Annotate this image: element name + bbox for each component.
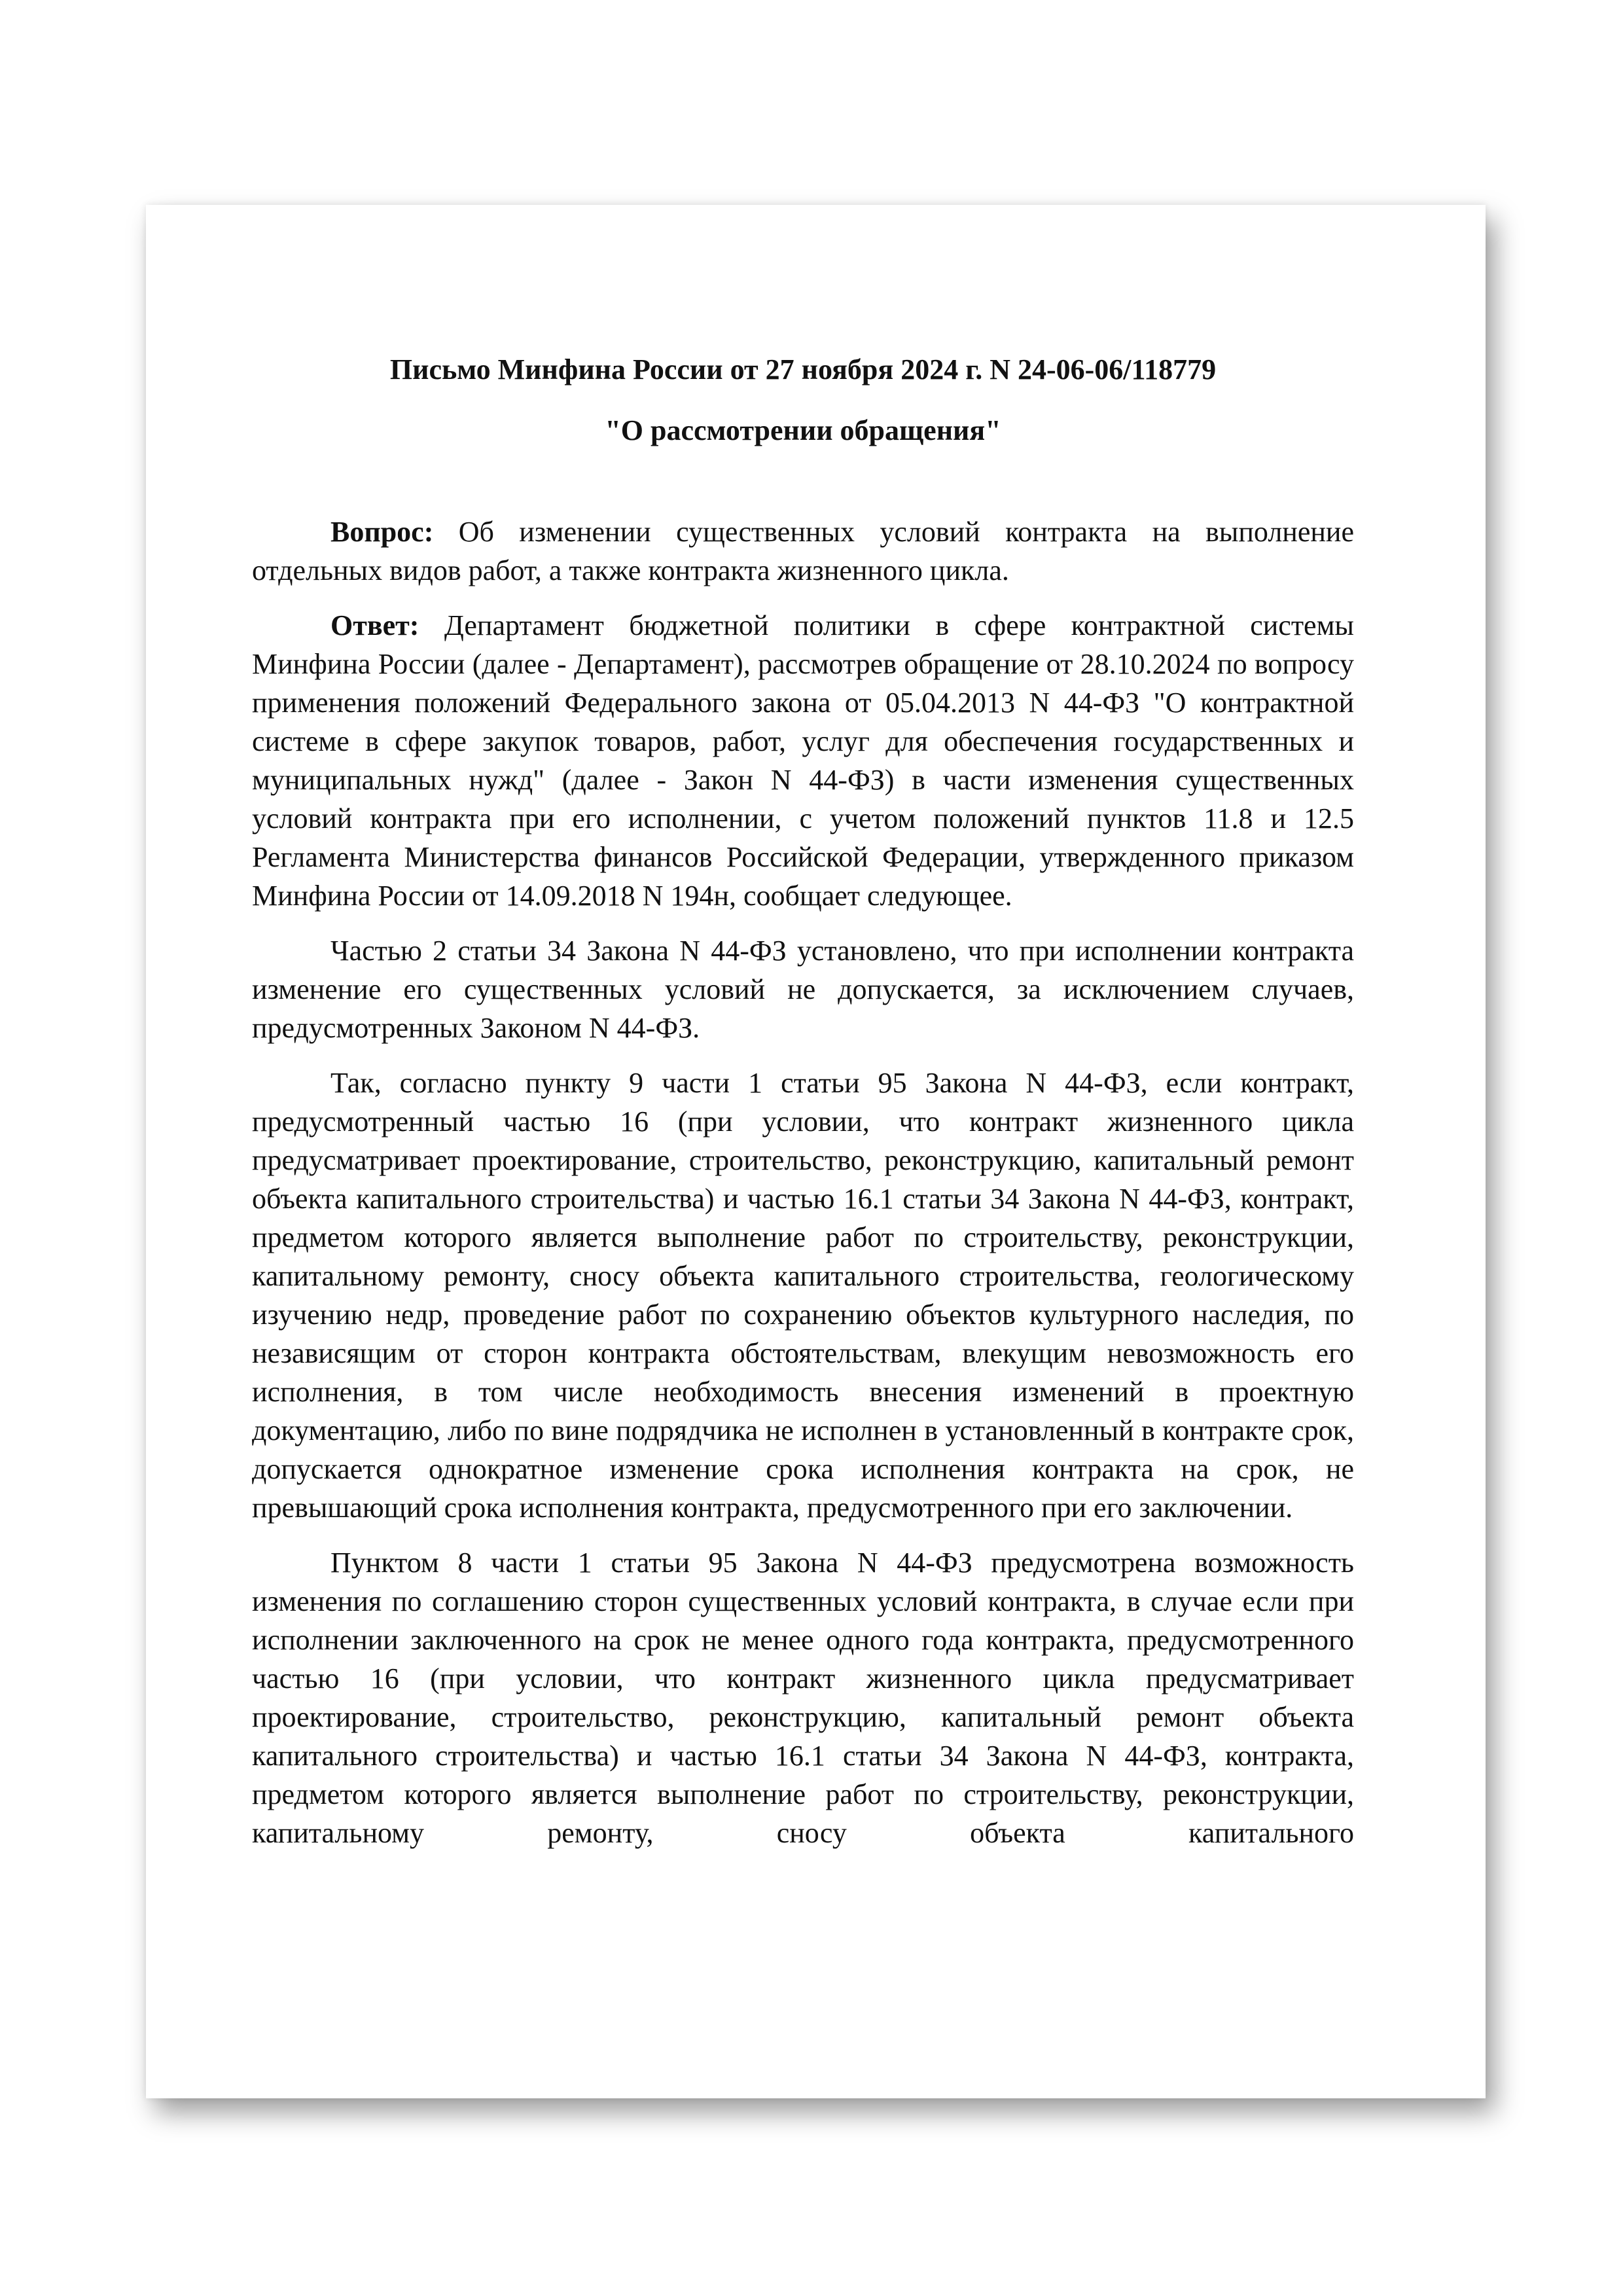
document-page [146,205,1486,2098]
document-subtitle: "О рассмотрении обращения" [605,414,1001,446]
body-paragraph: Пунктом 8 части 1 статьи 95 Закона N 44-ФЗ предусмотрена возможность изменения по соглашению сторон существенных условий контракта, в случае если при исполнении заключенного на срок не менее одного года контракта, предусмотренного частью 16 (при условии, что контракт жизненного цикла предусматривает проектирование, строительство, реконструкцию, капитальный ремонт объекта капитального строительства) и частью 16.1 статьи 34 Закона N 44-ФЗ, контракта, предметом которого является выполнение работ по строительству, реконструкции, капитальному ремонту, сносу объекта капитального [252,1547,1354,1849]
question-text: Об изменении существенных условий контракта на выполнение отдельных видов работ, а также контракта жизненного цикла. [252,516,1354,586]
body-paragraph: Частью 2 статьи 34 Закона N 44-ФЗ установлено, что при исполнении контракта изменение его существенных условий не допускается, за исключением случаев, предусмотренных Законом N 44-ФЗ. [252,935,1354,1044]
question-paragraph [252,512,1354,590]
body-paragraph: Так, согласно пункту 9 части 1 статьи 95 Закона N 44-ФЗ, если контракт, предусмотренный частью 16 (при условии, что контракт жизненного цикла предусматривает проектирование, строительство, реконструкцию, капитальный ремонт объекта капитального строительства) и частью 16.1 статьи 34 Закона N 44-ФЗ, контракт, предметом которого является выполнение работ по строительству, реконструкции, капитальному ремонту, сносу объекта капитального строительства, геологическому изучению недр, проведение работ по сохранению объектов культурного наследия, по независящим от сторон контракта обстоятельствам, влекущим невозможность его исполнения, в том числе необходимость внесения изменений в проектную документацию, либо по вине подрядчика не исполнен в установленный в контракте срок, допускается однократное изменение срока исполнения контракта на срок, не превышающий срока исполнения контракта, предусмотренного при его заключении. [252,1067,1355,1524]
document-body [252,350,1354,1852]
question-label: Вопрос: [330,516,434,548]
answer-paragraph [252,606,1354,915]
document-title: Письмо Минфина России от 27 ноября 2024 г. N 24-06-06/118779 [389,353,1217,386]
answer-text: Департамент бюджетной политики в сфере контрактной системы Минфина России (далее - Департамент), рассмотрев обращение от 28.10.2024 по вопросу применения положений Федерального закона от 05.04.2013 N 44-ФЗ "О контрактной системе в сфере закупок товаров, работ, услуг для обеспечения государственных и муниципальных нужд" (далее - Закон N 44-ФЗ) в части изменения существенных условий контракта при его исполнении, с учетом положений пунктов 11.8 и 12.5 Регламента Министерства финансов Российской Федерации, утвержденного приказом Минфина России от 14.09.2018 N 194н, сообщает следующее. [252,609,1354,912]
answer-label: Ответ: [330,609,419,641]
